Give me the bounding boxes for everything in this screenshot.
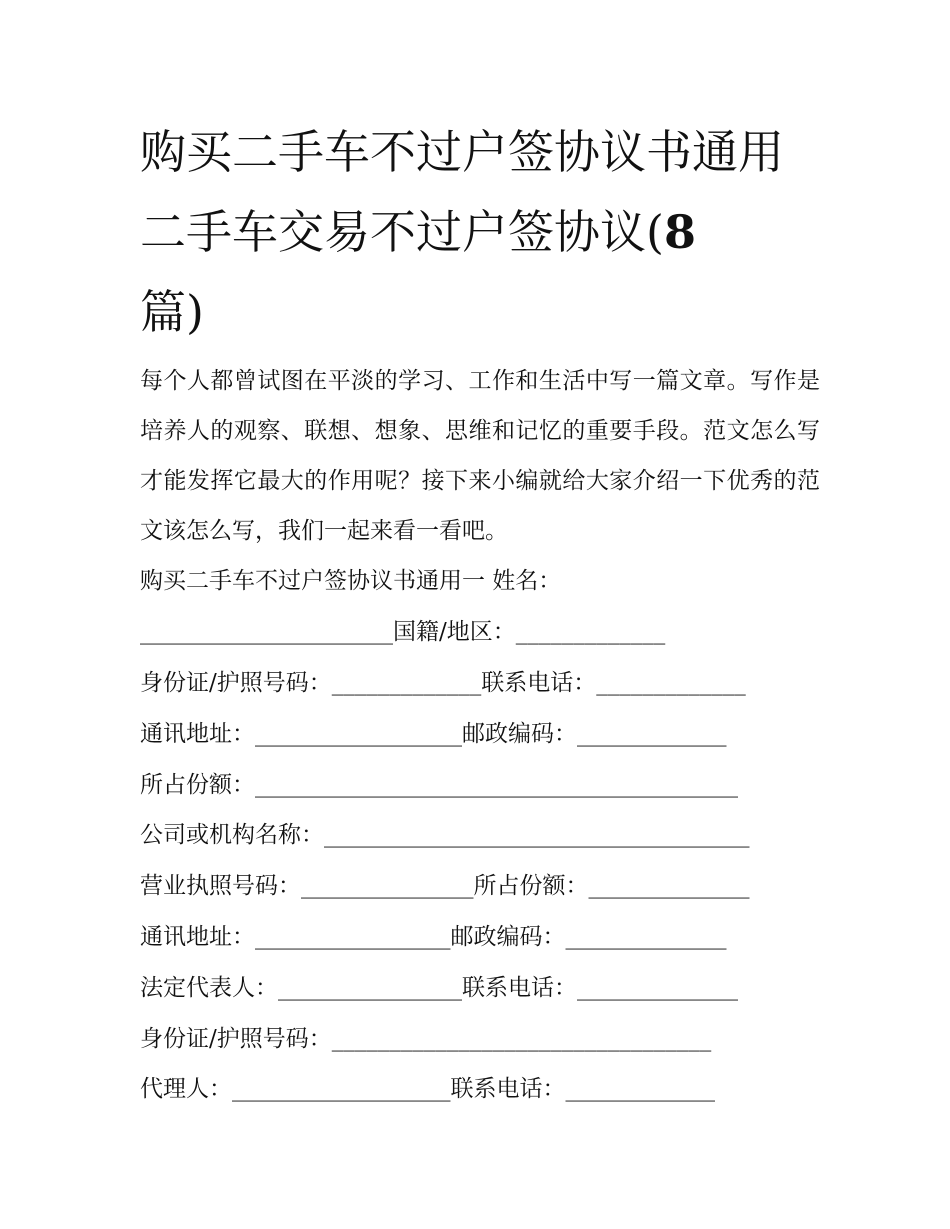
form-line-legal-rep-phone: 法定代表人：________________联系电话：______________ <box>140 975 738 1001</box>
form-line-agent-phone: 代理人：___________________联系电话：_____________ <box>140 1076 715 1102</box>
form-line-license-share: 营业执照号码：_______________所占份额：______________ <box>140 873 750 899</box>
form-line-nationality: ______________________国籍/地区：_____________ <box>140 619 666 645</box>
form-line-id-number: 身份证/护照号码：_________________________________ <box>140 1026 712 1052</box>
form-line-address-postcode-2: 通讯地址：_________________邮政编码：______________ <box>140 924 727 950</box>
form-line-heading: 购买二手车不过户签协议书通用一 姓名： <box>140 568 562 594</box>
form-line-company-name: 公司或机构名称：_____________________________________ <box>140 822 750 848</box>
intro-paragraph: 每个人都曾试图在平淡的学习、工作和生活中写一篇文章。写作是培养人的观察、联想、想象、思维和记忆的重要手段。范文怎么写才能发挥它最大的作用呢？接下来小编就给大家介绍一下优秀的范文该怎么写，我们一起来看一看吧。 <box>140 368 820 544</box>
title-text-part2: 篇) <box>140 285 204 339</box>
title-number: 8 <box>663 205 696 259</box>
form-line-id-phone: 身份证/护照号码：_____________联系电话：_____________ <box>140 670 746 696</box>
form-line-address-postcode: 通讯地址：__________________邮政编码：_____________ <box>140 721 727 747</box>
title-text-part1: 购买二手车不过户签协议书通用 二手车交易不过户签协议( <box>140 125 784 259</box>
document-title <box>140 112 820 352</box>
form-line-share: 所占份额：__________________________________________ <box>140 772 738 798</box>
